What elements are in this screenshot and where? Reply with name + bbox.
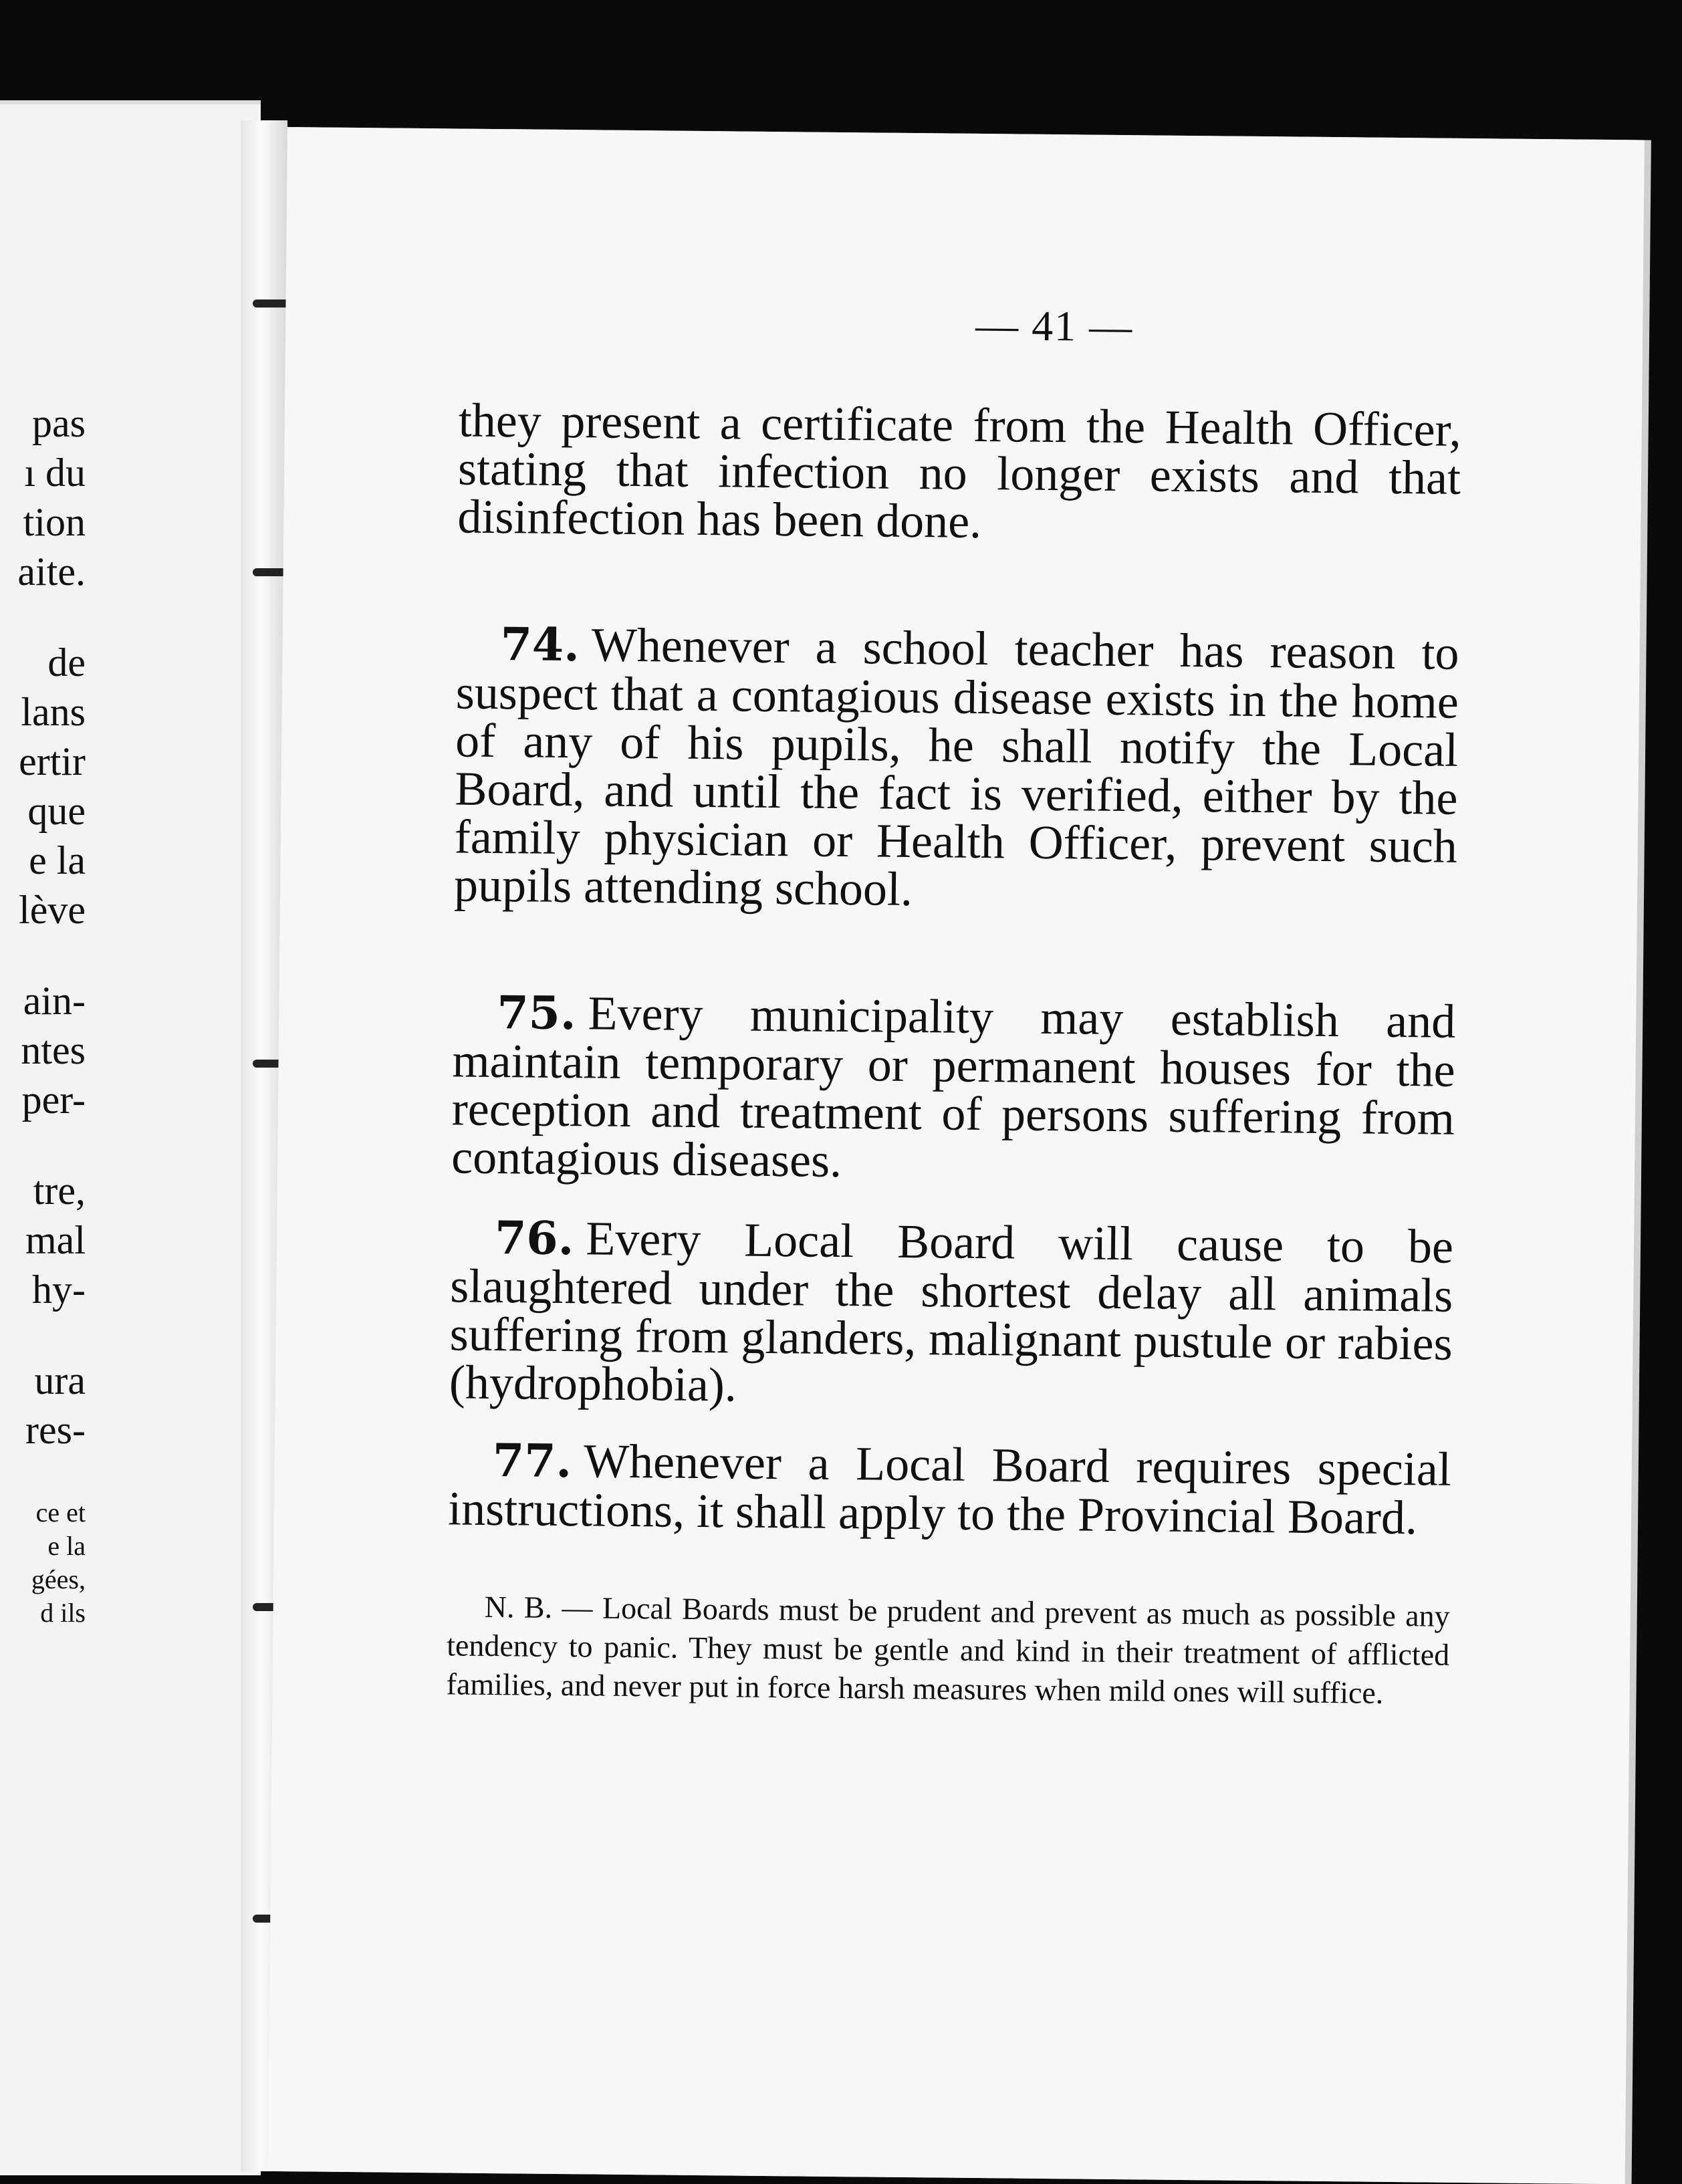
facing-fragment: lans xyxy=(21,690,86,734)
facing-fragment: mal xyxy=(25,1218,86,1262)
page-number: — 41 — xyxy=(975,301,1134,351)
facing-gap xyxy=(0,596,86,638)
facing-fragment-small: gées, xyxy=(31,1564,86,1594)
facing-gap xyxy=(0,935,86,976)
article-text: Every Local Board will cause to be slaughtered under the shortest delay all animals suffering from glanders, malignant pustule or rabies (hydrophobia). xyxy=(449,1211,1454,1412)
article-text: Whenever a Local Board requires special instructions, it shall apply to the Provincial Board. xyxy=(447,1434,1452,1545)
facing-fragment: hy- xyxy=(32,1267,86,1312)
facing-page-text xyxy=(0,398,86,1630)
article-text: Every municipality may establish and maintain temporary or permanent houses for the reception and treatment of persons suffering from contagious diseases. xyxy=(451,986,1456,1188)
article-number: 74. xyxy=(500,618,580,673)
facing-fragment: tre, xyxy=(33,1169,86,1213)
continued-paragraph: they present a certificate from the Health Officer, stating that infection no longer exists and that disinfection has been done. xyxy=(457,393,1462,548)
facing-fragment: aite. xyxy=(17,550,86,594)
facing-fragment-small: d ils xyxy=(40,1598,86,1628)
footnote-text: Local Boards must be prudent and prevent as much as possible any tendency to panic. They must be gentle and kind in their treatment of afflicted families, and never put in force harsh measures when mild ones will suffice. xyxy=(446,1590,1450,1710)
facing-fragment: tion xyxy=(23,500,86,544)
facing-fragment: ura xyxy=(34,1358,86,1403)
facing-fragment: pas xyxy=(32,401,86,445)
page-body xyxy=(446,393,1462,1713)
article-75 xyxy=(451,987,1456,1190)
article-number: 77. xyxy=(492,1434,572,1489)
facing-fragment: e la xyxy=(29,838,86,882)
facing-fragment: lève xyxy=(19,888,86,932)
footnote-lead: N. B. — xyxy=(484,1589,593,1625)
facing-fragment: res- xyxy=(25,1408,86,1452)
page-41 xyxy=(268,127,1645,2184)
facing-fragment-small: e la xyxy=(47,1531,86,1561)
facing-fragment: ntes xyxy=(21,1028,86,1072)
footnote xyxy=(446,1587,1450,1713)
facing-fragment: per- xyxy=(21,1078,86,1122)
facing-fragment: ain- xyxy=(23,979,86,1023)
article-74 xyxy=(454,619,1459,918)
facing-fragment: ı du xyxy=(24,451,86,495)
article-77 xyxy=(447,1434,1452,1545)
facing-gap xyxy=(0,1314,86,1356)
facing-page xyxy=(0,100,261,2175)
article-76 xyxy=(449,1213,1454,1415)
facing-fragment: que xyxy=(27,789,86,833)
article-number: 76. xyxy=(494,1211,574,1266)
article-number: 75. xyxy=(496,986,576,1041)
facing-fragment-small: ce et xyxy=(35,1497,86,1528)
article-text: Whenever a school teacher has reason to suspect that a contagious disease exists in the home of any of his pupils, he shall notify the Local Board, and until the fact is verified, either by the family physician or Health Officer, prevent such pupils attending school. xyxy=(453,618,1459,917)
facing-fragment: de xyxy=(47,640,86,685)
facing-gap xyxy=(0,1124,86,1166)
facing-gap xyxy=(0,1455,86,1496)
facing-fragment: ertir xyxy=(19,739,86,783)
